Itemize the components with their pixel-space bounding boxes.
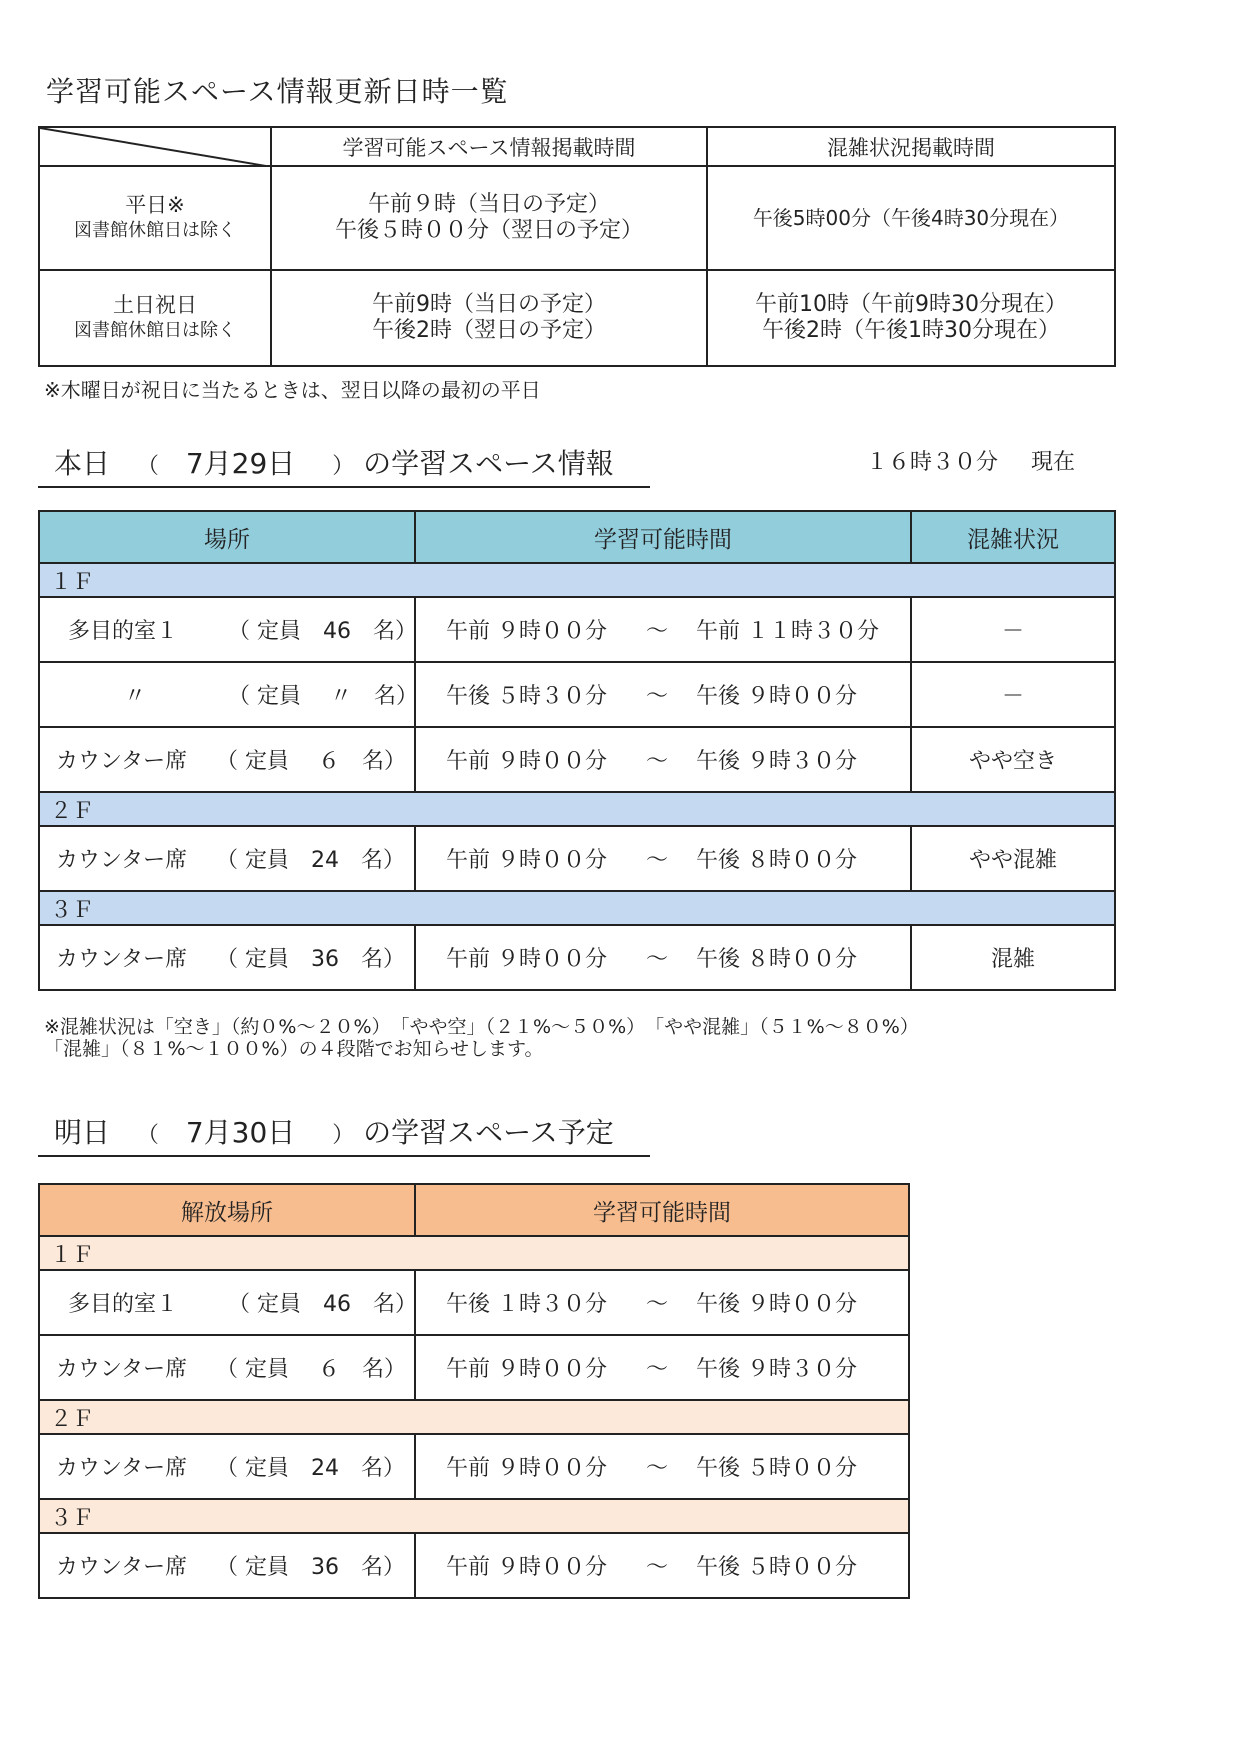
- floor-label: １Ｆ: [39, 563, 1115, 597]
- place-cell: [39, 1270, 415, 1335]
- holiday-note: ※木曜日が祝日に当たるときは、翌日以降の最初の平日: [44, 378, 541, 402]
- floor-row: [39, 1400, 909, 1434]
- start-time: 午前 ９時００分: [446, 848, 607, 873]
- tomorrow-header-row: [39, 1184, 909, 1236]
- holiday-crowd-times: [707, 270, 1115, 366]
- capacity: （ 定員 36 名）: [216, 947, 405, 972]
- floor-label: ２Ｆ: [39, 1400, 909, 1434]
- place-name: カウンター席: [56, 1555, 188, 1580]
- holiday-space-line1: 午前9時（当日の予定）: [372, 292, 606, 317]
- holiday-space-line2: 午後2時（翌日の予定）: [372, 318, 606, 343]
- floor-row: [39, 1236, 909, 1270]
- time-cell: [415, 1335, 909, 1400]
- table-row: [39, 1335, 909, 1400]
- today-suffix: の学習スペース情報: [363, 447, 614, 480]
- today-space-table: [38, 510, 1116, 991]
- weekday-space-line2: 午後５時００分（翌日の予定）: [334, 218, 643, 243]
- start-time: 午前 ９時００分: [446, 947, 607, 972]
- weekday-label: [39, 166, 271, 270]
- end-time: 午後 ８時００分: [696, 848, 857, 873]
- diagonal-line: [40, 128, 272, 167]
- weekday-label-main: 平日※: [125, 193, 185, 217]
- floor-row: [39, 563, 1115, 597]
- table-row: [39, 925, 1115, 990]
- today-prefix: 本日: [54, 447, 111, 480]
- today-header-row: [39, 511, 1115, 563]
- end-time: 午後 ９時３０分: [696, 1357, 857, 1382]
- place-cell: [39, 597, 415, 662]
- tomorrow-suffix: の学習スペース予定: [363, 1116, 614, 1149]
- today-heading-underline: [38, 486, 650, 488]
- capacity: （ 定員 46 名）: [228, 1292, 417, 1317]
- place-name: カウンター席: [56, 749, 188, 774]
- capacity: （ 定員 ６ 名）: [216, 749, 406, 774]
- time-cell: [415, 1270, 909, 1335]
- floor-label: １Ｆ: [39, 1236, 909, 1270]
- place-name: カウンター席: [56, 947, 188, 972]
- floor-row: [39, 891, 1115, 925]
- crowd-status: 混雑: [911, 925, 1115, 990]
- table-row: [39, 662, 1115, 727]
- table-row: [39, 1270, 909, 1335]
- tomorrow-col-place: 解放場所: [39, 1184, 415, 1236]
- col-space-info-header: 学習可能スペース情報掲載時間: [271, 127, 707, 166]
- capacity: （ 定員 ６ 名）: [216, 1357, 406, 1382]
- end-time: 午前 １１時３０分: [696, 619, 879, 644]
- tomorrow-prefix: 明日: [54, 1116, 111, 1149]
- update-row-holiday: [39, 270, 1115, 366]
- capacity: （ 定員 36 名）: [216, 1555, 405, 1580]
- capacity: （ 定員 46 名）: [228, 619, 417, 644]
- place-cell: [39, 1533, 415, 1598]
- table-row: [39, 826, 1115, 891]
- place-cell: [39, 1335, 415, 1400]
- tilde: ～: [646, 619, 669, 644]
- capacity: （ 定員 24 名）: [216, 848, 405, 873]
- tilde: ～: [646, 1456, 669, 1481]
- time-cell: [415, 1533, 909, 1598]
- weekday-crowd-times: [707, 166, 1115, 270]
- tomorrow-date: 7月30日: [185, 1116, 296, 1149]
- today-date: 7月29日: [185, 447, 296, 480]
- today-col-time: 学習可能時間: [415, 511, 911, 563]
- today-as-of: [866, 445, 1075, 476]
- start-time: 午前 ９時００分: [446, 749, 607, 774]
- weekday-crowd-line1: 午後5時00分（午後4時30分現在）: [752, 206, 1070, 230]
- tomorrow-heading: [54, 1111, 614, 1151]
- start-time: 午前 ９時００分: [446, 1555, 607, 1580]
- start-time: 午後 １時３０分: [446, 1292, 607, 1317]
- page-title: 学習可能スペース情報更新日時一覧: [46, 75, 509, 108]
- today-col-place: 場所: [39, 511, 415, 563]
- time-cell: [415, 925, 911, 990]
- place-name: 多目的室１: [68, 1292, 179, 1317]
- holiday-crowd-line1: 午前10時（午前9時30分現在）: [755, 292, 1067, 317]
- floor-label: ３Ｆ: [39, 1499, 909, 1533]
- place-name: カウンター席: [56, 1456, 188, 1481]
- weekday-space-times: [271, 166, 707, 270]
- end-time: 午後 ９時００分: [696, 1292, 857, 1317]
- start-time: 午後 ５時３０分: [446, 684, 607, 709]
- col-crowd-header: 混雑状況掲載時間: [707, 127, 1115, 166]
- holiday-space-times: [271, 270, 707, 366]
- floor-row: [39, 1499, 909, 1533]
- holiday-crowd-line2: 午後2時（午後1時30分現在）: [762, 318, 1060, 343]
- weekday-space-line1: 午前９時（当日の予定）: [367, 192, 610, 217]
- today-col-crowd: 混雑状況: [911, 511, 1115, 563]
- holiday-label-main: 土日祝日: [113, 293, 197, 317]
- place-cell: [39, 662, 418, 727]
- tilde: ～: [646, 1292, 669, 1317]
- crowd-status: －: [911, 662, 1115, 727]
- today-open-paren: （: [136, 454, 159, 479]
- tomorrow-open-paren: （: [136, 1123, 159, 1148]
- table-row: [39, 727, 1115, 792]
- place-name: 〃: [124, 684, 147, 709]
- place-cell: [39, 727, 415, 792]
- time-cell: [415, 597, 911, 662]
- capacity: （ 定員 24 名）: [216, 1456, 405, 1481]
- crowd-status: やや混雑: [911, 826, 1115, 891]
- today-as-of-label: 現在: [1031, 450, 1076, 475]
- place-name: 多目的室１: [68, 619, 179, 644]
- table-row: [39, 1533, 909, 1598]
- tomorrow-space-table: [38, 1183, 910, 1599]
- time-cell: [415, 662, 911, 727]
- place-name: カウンター席: [56, 848, 188, 873]
- start-time: 午前 ９時００分: [446, 1357, 607, 1382]
- crowd-status-note: [44, 1016, 919, 1060]
- tomorrow-close-paren: ）: [332, 1123, 355, 1148]
- today-close-paren: ）: [332, 454, 355, 479]
- end-time: 午後 ９時００分: [696, 684, 857, 709]
- update-schedule-table: [38, 126, 1116, 367]
- tilde: ～: [646, 749, 669, 774]
- start-time: 午前 ９時００分: [446, 1456, 607, 1481]
- tomorrow-heading-underline: [38, 1155, 650, 1157]
- start-time: 午前 ９時００分: [446, 619, 607, 644]
- update-header-row: [39, 127, 1115, 166]
- tilde: ～: [646, 1555, 669, 1580]
- tilde: ～: [646, 684, 669, 709]
- floor-row: [39, 792, 1115, 826]
- update-row-weekday: [39, 166, 1115, 270]
- tilde: ～: [646, 848, 669, 873]
- end-time: 午後 ９時３０分: [696, 749, 857, 774]
- floor-label: ３Ｆ: [39, 891, 1115, 925]
- place-cell: [39, 1434, 415, 1499]
- place-name: カウンター席: [56, 1357, 188, 1382]
- crowd-status: やや空き: [911, 727, 1115, 792]
- time-cell: [415, 727, 911, 792]
- end-time: 午後 ８時００分: [696, 947, 857, 972]
- holiday-label-sub: 図書館休館日は除く: [74, 320, 236, 341]
- today-as-of-time: １６時３０分: [866, 450, 999, 475]
- floor-label: ２Ｆ: [39, 792, 1115, 826]
- end-time: 午後 ５時００分: [696, 1555, 857, 1580]
- time-cell: [415, 1434, 909, 1499]
- crowd-status: －: [911, 597, 1115, 662]
- table-row: [39, 1434, 909, 1499]
- corner-cell: [39, 127, 271, 166]
- tilde: ～: [646, 947, 669, 972]
- place-cell: [39, 925, 415, 990]
- end-time: 午後 ５時００分: [696, 1456, 857, 1481]
- tomorrow-col-time: 学習可能時間: [415, 1184, 909, 1236]
- capacity: （ 定員 〃 名）: [228, 684, 418, 709]
- tilde: ～: [646, 1357, 669, 1382]
- time-cell: [415, 826, 911, 891]
- today-heading: [54, 442, 614, 482]
- place-cell: [39, 826, 415, 891]
- crowd-note-line1: ※混雑状況は「空き」（約０%～２０%） 「やや空」（２１%～５０%） 「やや混雑」（５１%～８０%）: [44, 1016, 919, 1038]
- table-row: [39, 597, 1115, 662]
- crowd-note-line2: 「混雑」（８１%～１００%）の４段階でお知らせします。: [44, 1038, 544, 1060]
- holiday-label: [39, 270, 271, 366]
- weekday-label-sub: 図書館休館日は除く: [74, 220, 236, 241]
